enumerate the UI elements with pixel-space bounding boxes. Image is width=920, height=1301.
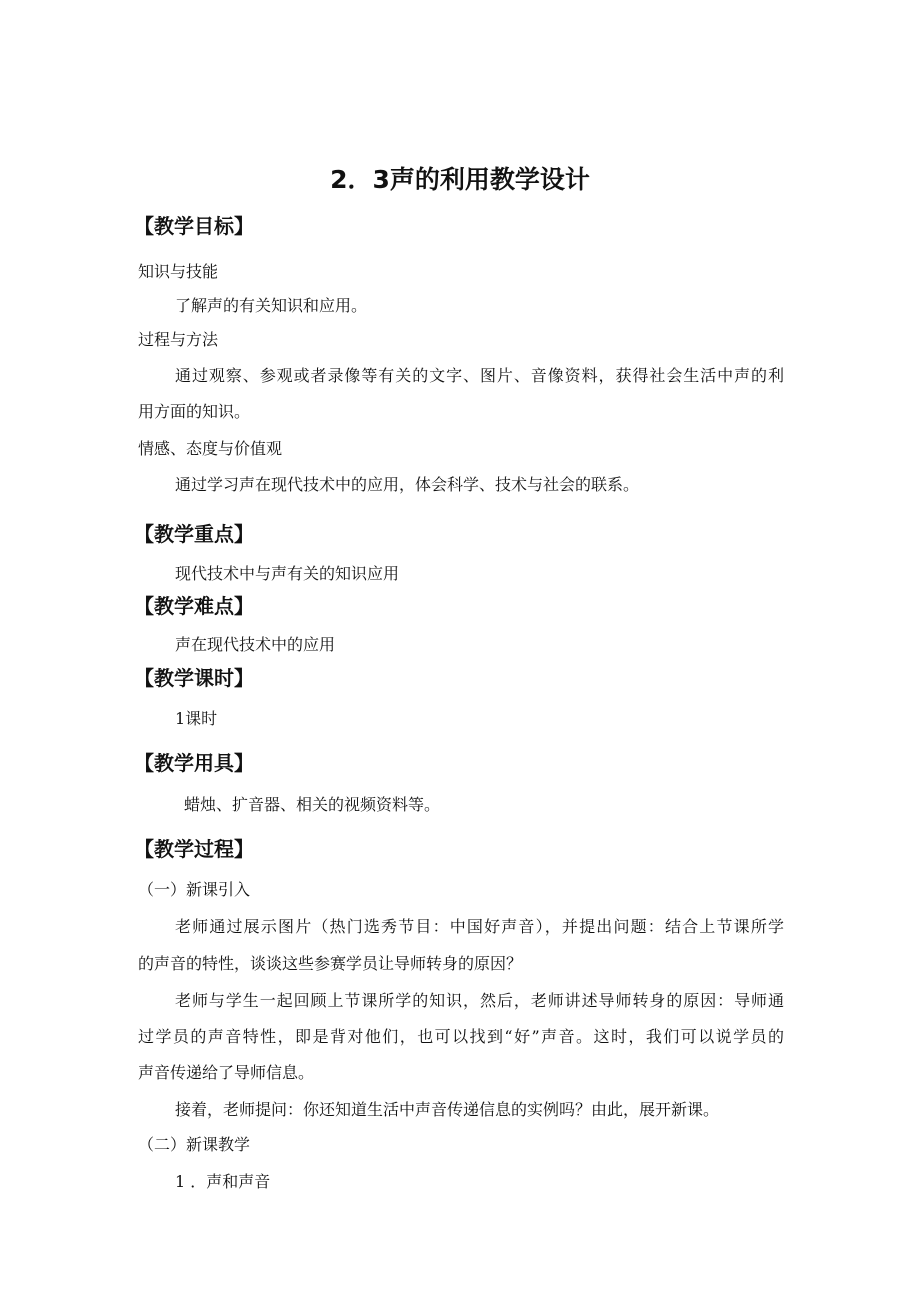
process-methods-title: 过程与方法 bbox=[138, 330, 219, 349]
item1: 1 ．声和声音 bbox=[175, 1172, 271, 1191]
hours-heading: 【教学课时】 bbox=[134, 666, 254, 690]
attitude-values-text: 通过学习声在现代技术中的应用，体会科学、技术与社会的联系。 bbox=[175, 475, 640, 494]
para2-line1: 老师与学生一起回顾上节课所学的知识，然后，老师讲述导师转身的原因：导师通 bbox=[175, 991, 784, 1010]
process-heading: 【教学过程】 bbox=[134, 837, 254, 861]
tools-text: 蜡烛、扩音器、相关的视频资料等。 bbox=[184, 795, 441, 814]
process-methods-text-line2: 用方面的知识。 bbox=[138, 402, 251, 421]
objectives-heading: 【教学目标】 bbox=[134, 214, 254, 238]
key-points-text: 现代技术中与声有关的知识应用 bbox=[175, 564, 400, 583]
para2-line3: 声音传递给了导师信息。 bbox=[138, 1063, 315, 1082]
para3: 接着，老师提问：你还知道生活中声音传递信息的实例吗？由此，展开新课。 bbox=[175, 1100, 720, 1119]
para1-line2: 的声音的特性，谈谈这些参赛学员让导师转身的原因？ bbox=[138, 954, 523, 973]
knowledge-skills-title: 知识与技能 bbox=[138, 262, 219, 281]
attitude-values-title: 情感、态度与价值观 bbox=[138, 439, 283, 458]
key-points-heading: 【教学重点】 bbox=[134, 522, 254, 546]
process-methods-text-line1: 通过观察、参观或者录像等有关的文字、图片、音像资料，获得社会生活中声的利 bbox=[175, 366, 784, 385]
para1-line1: 老师通过展示图片（热门选秀节目：中国好声音），并提出问题：结合上节课所学 bbox=[175, 917, 784, 936]
part2-title: （二）新课教学 bbox=[138, 1135, 251, 1154]
knowledge-skills-text: 了解声的有关知识和应用。 bbox=[175, 296, 368, 315]
difficulties-text: 声在现代技术中的应用 bbox=[175, 635, 336, 654]
part1-title: （一）新课引入 bbox=[138, 880, 251, 899]
hours-text: 1课时 bbox=[175, 709, 218, 728]
page-title: 2．3声的利用教学设计 bbox=[330, 165, 590, 194]
tools-heading: 【教学用具】 bbox=[134, 751, 254, 775]
difficulties-heading: 【教学难点】 bbox=[134, 594, 254, 618]
para2-line2: 过学员的声音特性，即是背对他们，也可以找到“好”声音。这时，我们可以说学员的 bbox=[138, 1027, 784, 1046]
